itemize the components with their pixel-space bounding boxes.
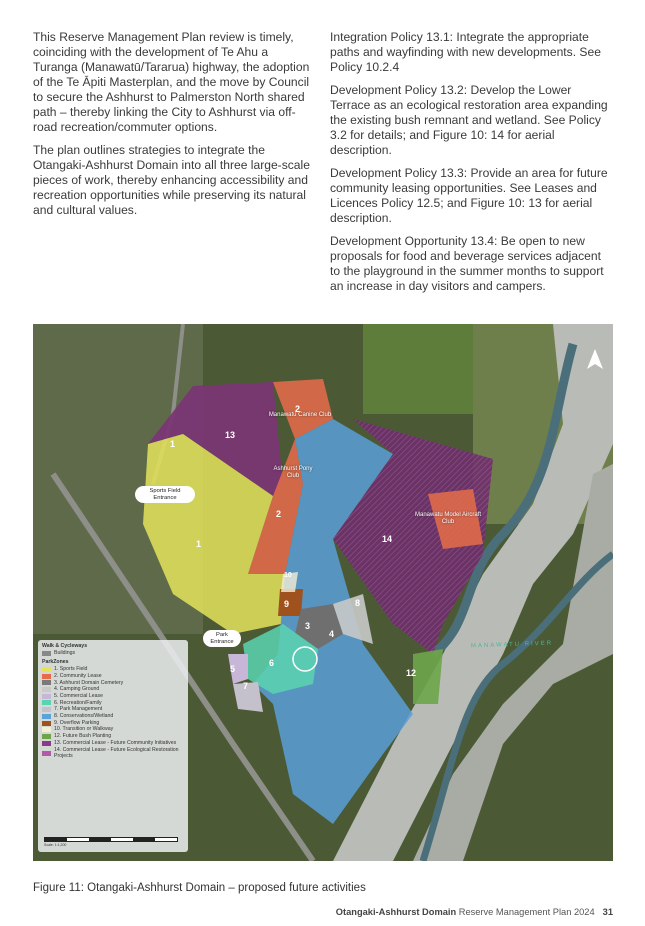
- legend-label: 6. Recreation/Family: [54, 699, 102, 706]
- legend-label: 2. Community Lease: [54, 672, 102, 679]
- page-number: 31: [602, 907, 613, 917]
- policy-13-3: Development Policy 13.3: Provide an area for future community leasing opportunities. See Leases and Licences Policy 12.5; and Figure 10: 13 for aerial description.: [330, 166, 608, 225]
- right-text-column: [330, 30, 612, 302]
- legend-item: [38, 686, 188, 693]
- legend-swatch: [42, 741, 51, 746]
- legend-item: [38, 747, 188, 760]
- legend-item: [38, 720, 188, 727]
- legend-label: Buildings: [54, 649, 76, 656]
- figure-caption: Figure 11: Otangaki-Ashhurst Domain – proposed future activities: [33, 882, 366, 894]
- legend-label: 13. Commercial Lease - Future Community Initiatives: [54, 739, 177, 746]
- policy-13-2: Development Policy 13.2: Develop the Lower Terrace as an ecological restoration area expanding the existing bush remnant and wetland. See Policy 3.2 for details; and Figure 10: 14 for aerial description.: [330, 83, 608, 157]
- zone-number: 9: [284, 599, 290, 609]
- zone-number: 7: [243, 681, 249, 691]
- legend-label: 12. Future Bush Planting: [54, 733, 112, 740]
- legend-items: [38, 666, 188, 760]
- legend-swatch: [42, 727, 51, 732]
- paragraph: The plan outlines strategies to integrate the Otangaki-Ashhurst Domain into all three large-scale pieces of work, thereby enhancing accessibility and recreation opportunities while preserving its natural and cultural values.: [33, 143, 310, 217]
- legend-label: 14. Commercial Lease - Future Ecological Restoration Projects: [54, 746, 179, 760]
- legend-label: 7. Park Management: [54, 706, 103, 713]
- aerial-map: [33, 324, 613, 861]
- legend-item: [38, 740, 188, 747]
- sports-field-entrance-label: Sports Field Entrance: [135, 486, 195, 503]
- zone-number: 1: [170, 439, 176, 449]
- page-footer: [336, 907, 613, 917]
- scale-bar: [44, 837, 178, 842]
- legend-heading-parkzones: ParkZones: [42, 659, 69, 666]
- legend-swatch: [42, 734, 51, 739]
- legend-swatch: [42, 700, 51, 705]
- legend-label: 4. Camping Ground: [54, 686, 100, 693]
- label-canine-club: Manawatu Canine Club: [268, 412, 332, 418]
- zone-number: 12: [406, 668, 417, 678]
- legend-label: 3. Ashhurst Domain Cemetery: [54, 679, 124, 686]
- zone-number: 3: [305, 621, 311, 631]
- footer-title-bold: Otangaki-Ashhurst Domain: [335, 907, 457, 917]
- legend-item: [38, 726, 188, 733]
- zone-number: 14: [382, 534, 393, 544]
- map-legend: [38, 640, 188, 852]
- zone-number: 6: [269, 658, 275, 668]
- legend-swatch: [42, 721, 51, 726]
- opportunity-13-4: Development Opportunity 13.4: Be open to new proposals for food and beverage services adjacent to the playground in the summer months to support an increase in day visitors and campers.: [330, 234, 604, 293]
- legend-item: [38, 733, 188, 740]
- legend-swatch: [42, 694, 51, 699]
- legend-label: 5. Commercial Lease: [54, 692, 104, 699]
- label-pony-club: Ashhurst Pony Club: [273, 466, 313, 479]
- park-entrance-label: Park Entrance: [203, 630, 241, 647]
- legend-item: [38, 673, 188, 680]
- zone-number: 1: [196, 539, 202, 549]
- zone-number: 4: [329, 629, 335, 639]
- left-text-column: [33, 30, 315, 226]
- legend-swatch: [42, 674, 51, 679]
- legend-item: [38, 693, 188, 700]
- scale-label: Scale: 1:1,200: [44, 843, 67, 848]
- legend-item: [38, 706, 188, 713]
- legend-label: 9. Overflow Parking: [54, 719, 100, 726]
- policy-13-1: Integration Policy 13.1: Integrate the appropriate paths and wayfinding with new developments. See Policy 10.2.4: [330, 30, 601, 74]
- legend-swatch: [42, 651, 51, 656]
- legend-label: 10. Transition or Walkway: [54, 726, 114, 733]
- zone-number: 8: [355, 598, 361, 608]
- legend-swatch: [42, 667, 51, 672]
- legend-swatch: [42, 680, 51, 685]
- legend-label: 8. Conservations/Wetland: [54, 713, 114, 720]
- zone-number: 2: [276, 509, 282, 519]
- legend-item: [38, 666, 188, 673]
- legend-heading-walkways: Walk & Cycleways: [42, 643, 88, 649]
- zone-number: 13: [225, 430, 236, 440]
- legend-swatch: [42, 687, 51, 692]
- legend-swatch: [42, 707, 51, 712]
- legend-label: 1. Sports Field: [54, 666, 88, 673]
- label-aircraft-club: Manawatu Model Aircraft Club: [414, 512, 482, 525]
- legend-item: [38, 650, 188, 657]
- zone-number: 5: [230, 664, 236, 674]
- footer-title-rest: Reserve Management Plan 2024: [456, 907, 595, 917]
- legend-item: [38, 713, 188, 720]
- paragraph: This Reserve Management Plan review is timely, coinciding with the development of Te Ahu a Turanga (Manawatū/Tararua) highway, the adoption of the Te Āpiti Masterplan, and the move by Council to secure the Ashhurst to Palmerston North shared path – thereby linking the City to Ashhurst via off-road recreation/commuter options.: [33, 30, 310, 134]
- zone-number: 10: [284, 572, 292, 579]
- zone-number: 2: [295, 404, 301, 414]
- legend-item: [38, 700, 188, 707]
- river-label: MANAWATU RIVER: [470, 640, 554, 650]
- legend-swatch: [42, 714, 51, 719]
- legend-item: [38, 680, 188, 687]
- legend-swatch: [42, 751, 51, 756]
